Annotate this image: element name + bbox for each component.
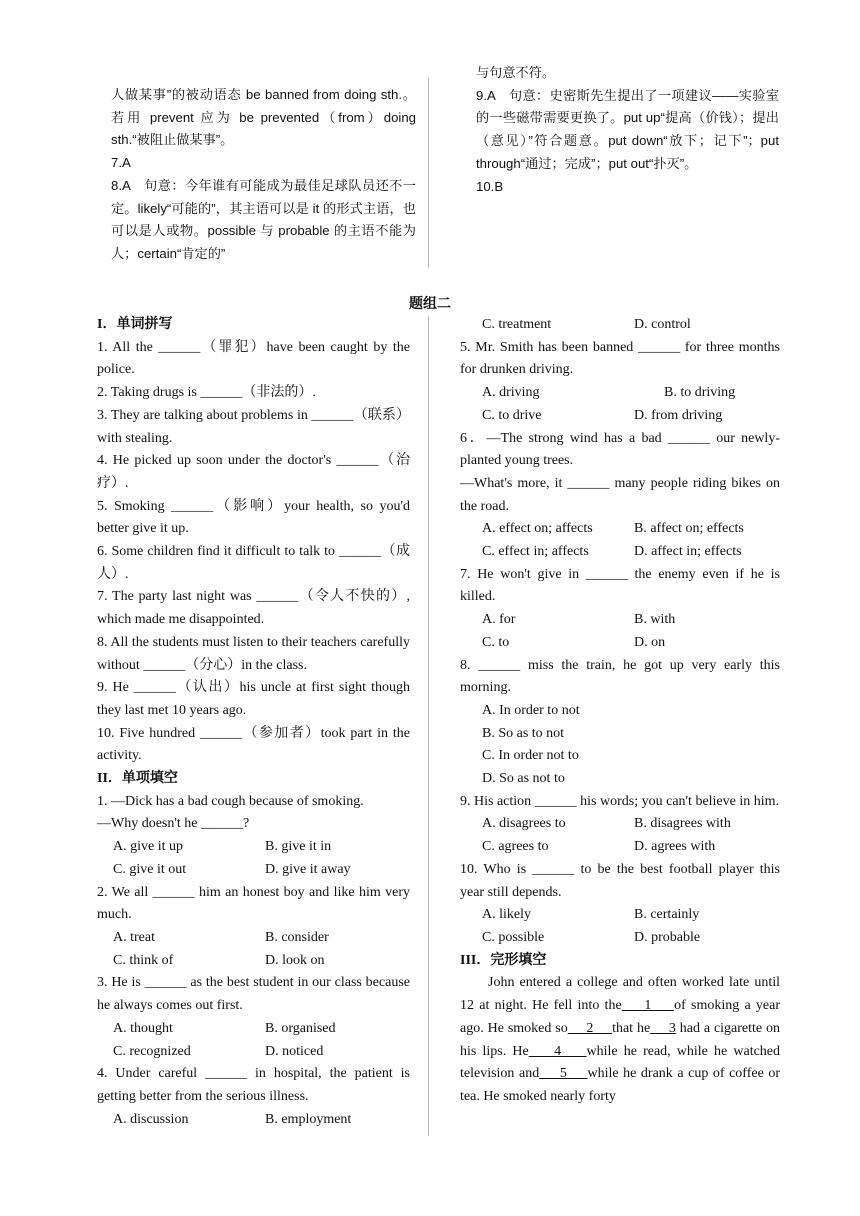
column-divider: [428, 316, 429, 1136]
section-title: II．单项填空: [97, 771, 178, 787]
option: A. treat: [113, 929, 155, 945]
option-row: [97, 1109, 410, 1132]
question-stem: 5. Mr. Smith has been banned ______ for three months for drunken driving.: [460, 339, 780, 378]
option-row: [460, 405, 780, 428]
spelling-item: 4. He picked up soon under the doctor's ______（治疗）.: [97, 453, 410, 491]
option: D. agrees with: [634, 839, 716, 855]
cloze-text: had a cigarette on his lips. He: [460, 1020, 781, 1059]
question-stem: 9. His action ______ his words; you can't believe in him.: [460, 793, 780, 809]
option: D. on: [634, 634, 666, 650]
option: C. think of: [113, 952, 174, 968]
cloze-passage: [460, 972, 780, 1108]
option: A. for: [482, 612, 516, 628]
cloze-text: while he read, while he watched television and: [460, 1043, 781, 1082]
answer-note: 10.B: [476, 178, 504, 194]
option: D. control: [634, 317, 691, 332]
question-stem: 10. Who is ______ to be the best football player this year still depends.: [460, 861, 780, 900]
option: B. with: [634, 612, 676, 628]
option: C. effect in; affects: [482, 544, 589, 560]
answer-note: 8.A 句意：今年谁有可能成为最佳足球队员还不一定。likely“可能的”，其主语可以是 it 的形式主语，也可以是人或物。possible 与 probable 的主语不能为人；certain“肯定的”: [111, 177, 416, 261]
cloze-blank: 5: [539, 1066, 588, 1082]
option: A. driving: [482, 385, 540, 401]
spelling-item: 2. Taking drugs is ______（非法的）.: [97, 385, 316, 401]
option: A. give it up: [113, 839, 183, 855]
option-row: [460, 927, 780, 950]
cloze-text: of smoking a year ago. He smoked so: [460, 998, 780, 1036]
option: A. effect on; affects: [482, 521, 593, 537]
option-row: [97, 1018, 410, 1041]
option: C. recognized: [113, 1043, 191, 1059]
option: D. look on: [265, 952, 325, 968]
question-stem: 8. ______ miss the train, he got up very early this morning.: [460, 657, 780, 696]
option: B. give it in: [265, 839, 332, 855]
spelling-item: 10. Five hundred ______（参加者）took part in the activity.: [97, 725, 410, 764]
spelling-item: 7. The party last night was ______（令人不快的）, which made me disappointed.: [97, 589, 410, 628]
spelling-item: 3. They are talking about problems in ______（联系）with stealing.: [97, 407, 410, 446]
option-row: [97, 859, 410, 882]
option: A. disagrees to: [482, 816, 566, 832]
option: D. from driving: [634, 407, 723, 423]
option: B. certainly: [634, 907, 700, 923]
question-stem: —What's more, it ______ many people riding bikes on the road.: [460, 475, 780, 514]
option: B. employment: [265, 1111, 352, 1127]
option-row: [460, 382, 780, 405]
answer-notes-left: [111, 84, 416, 266]
section-title: III．完形填空: [460, 952, 547, 968]
question-stem: 7. He won't give in ______ the enemy even if he is killed.: [460, 566, 780, 605]
option-row: [460, 609, 780, 632]
spelling-item: 1. All the ______（罪犯）have been caught by the police.: [97, 339, 410, 378]
spelling-item: 6. Some children find it difficult to talk to ______（成人）.: [97, 544, 410, 582]
option: C. In order not to: [482, 748, 579, 764]
answer-note: 人做某事”的被动语态 be banned from doing sth.。若用 prevent 应为 be prevented（from）doing sth.“被阻止做某事”。: [111, 87, 416, 148]
option-row: [97, 836, 410, 859]
option: B. to driving: [664, 385, 736, 401]
answer-note: 7.A: [111, 155, 131, 171]
question-stem: 3. He is ______ as the best student in our class because he always comes out first.: [97, 975, 410, 1014]
option-row: [460, 314, 780, 337]
section-title: I．单词拼写: [97, 317, 173, 332]
option-row: [460, 904, 780, 927]
option: B. organised: [265, 1020, 336, 1036]
cloze-blank: 1: [621, 998, 675, 1014]
option: D. probable: [634, 929, 701, 945]
cloze-text: that he: [612, 1020, 651, 1036]
question-stem: 6．—The strong wind has a bad ______ our newly-planted young trees.: [460, 430, 780, 469]
option: C. give it out: [113, 861, 187, 877]
option: D. noticed: [265, 1043, 324, 1059]
option-row: [460, 632, 780, 655]
group-title: 题组二: [409, 297, 451, 312]
right-column: [460, 314, 780, 1109]
option-row: [460, 836, 780, 859]
answer-notes-right: [476, 62, 779, 198]
option: B. So as to not: [482, 725, 565, 741]
cloze-text: while he drank a cup of coffee or tea. He smoked nearly forty: [460, 1066, 780, 1104]
option: D. affect in; effects: [634, 544, 742, 560]
option: B. consider: [265, 929, 329, 945]
option: B. disagrees with: [634, 816, 731, 832]
option: C. treatment: [482, 317, 552, 332]
question-stem: 2. We all ______ him an honest boy and like him very much.: [97, 884, 410, 923]
question-stem: 4. Under careful ______ in hospital, the patient is getting better from the serious illness.: [97, 1066, 410, 1104]
question-stem: 1. —Dick has a bad cough because of smoking.: [97, 793, 364, 809]
option-row: [460, 541, 780, 564]
answer-note: 与句意不符。: [476, 65, 556, 80]
option: A. In order to not: [482, 702, 580, 718]
option-row: [97, 1041, 410, 1064]
cloze-blank: 4: [528, 1043, 587, 1059]
column-divider: [428, 78, 429, 268]
option-row: [460, 813, 780, 836]
option: C. to drive: [482, 407, 542, 423]
spelling-item: 5. Smoking ______（影响）your health, so you'd better give it up.: [97, 498, 410, 537]
option: A. discussion: [113, 1111, 189, 1127]
option: B. affect on; effects: [634, 521, 744, 537]
option: D. So as not to: [482, 771, 565, 787]
option: A. thought: [113, 1020, 173, 1036]
cloze-blank: 2: [567, 1020, 613, 1036]
answer-note: 9.A 句意：史密斯先生提出了一项建议——实验室的一些磁带需要更换了。put up“提高（价钱）；提出（意见）”符合题意。put down“放下；记下”；put through“通过；完成”；put out“扑灭”。: [476, 87, 779, 171]
option-row: [97, 927, 410, 950]
cloze-text: John entered a college and often worked late until 12 at night. He fell into the: [460, 975, 780, 1014]
spelling-item: 8. All the students must listen to their teachers carefully without ______（分心）in the class.: [97, 634, 410, 673]
left-column: [97, 314, 410, 1131]
question-stem: —Why doesn't he ______?: [97, 816, 250, 832]
spelling-item: 9. He ______（认出）his uncle at first sight though they last met 10 years ago.: [97, 680, 410, 718]
option: C. to: [482, 634, 510, 650]
option-row: [460, 518, 780, 541]
option: C. agrees to: [482, 839, 549, 855]
option: A. likely: [482, 907, 531, 923]
option: D. give it away: [265, 861, 351, 877]
cloze-blank: 3: [650, 1020, 676, 1036]
option-row: [97, 950, 410, 973]
option: C. possible: [482, 929, 545, 945]
